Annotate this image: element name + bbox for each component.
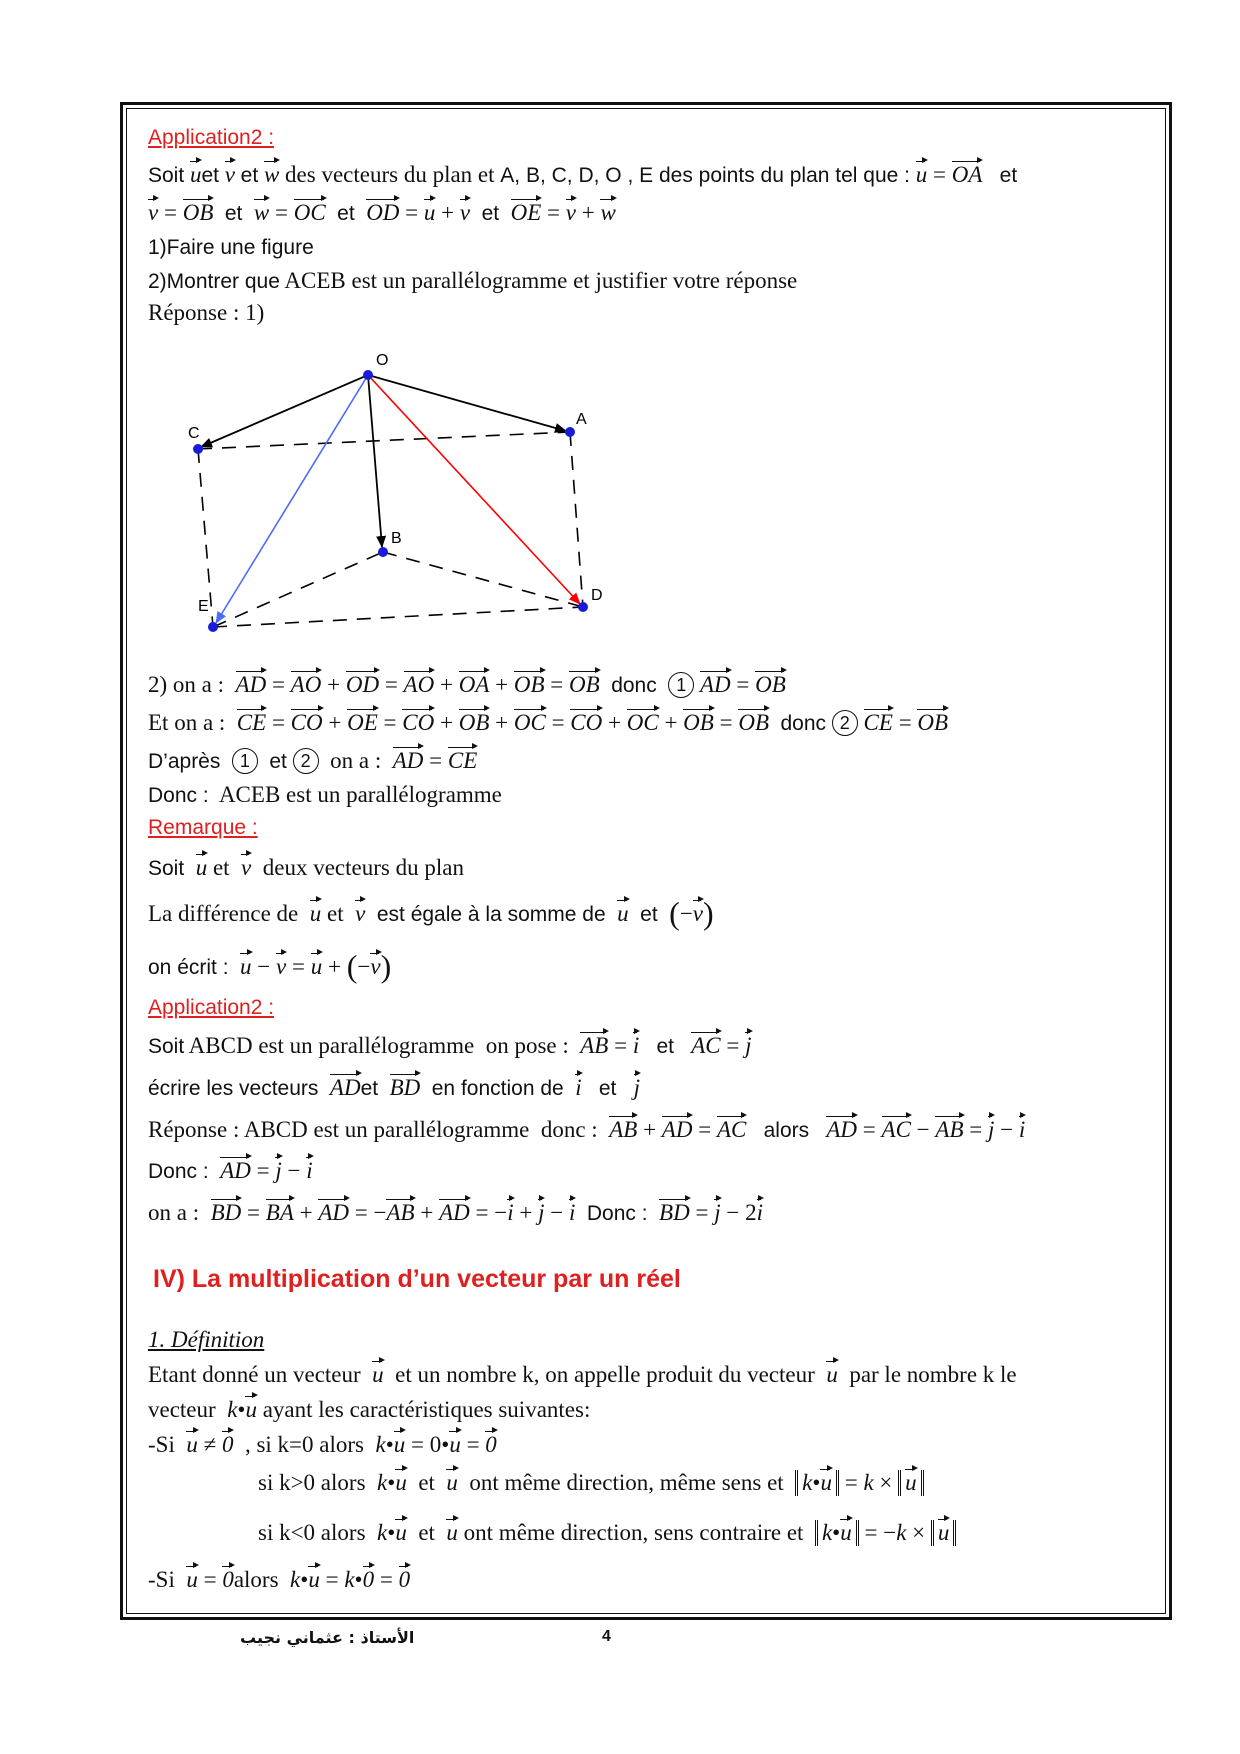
app2-line3: Réponse : ABCD est un parallélogramme donc : AB + AD = AC alors AD = AC − AB = j − i <box>148 1117 1026 1142</box>
remarque-line1: Soit u et v deux vecteurs du plan <box>148 855 464 880</box>
footer-teacher: الأستاذ : عثماني نجيب <box>240 1628 415 1647</box>
point-D <box>578 602 588 612</box>
definition-title: 1. Définition <box>148 1327 265 1352</box>
label-D: D <box>591 587 603 604</box>
label-B: B <box>391 530 402 547</box>
app2-line1: Soit ABCD est un parallélogramme on pose : AB = i et AC = j <box>148 1033 752 1058</box>
app2-line5: on a : BD = BA + AD = −AB + AD = −i + j − i Donc : BD = j − 2i <box>148 1200 763 1225</box>
label-C: C <box>188 425 200 442</box>
proof-line1: 2) on a : AD = AO + OD = AO + OA + OB = OB donc 1 AD = OB <box>148 672 786 697</box>
remarque-line2: La différence de u et v est égale à la somme de u et (−v) <box>148 895 714 931</box>
point-E <box>208 622 218 632</box>
remarque-title: Remarque : <box>148 816 258 839</box>
condition-4: -Si u = 0alors k•u = k•0 = 0 <box>148 1567 411 1592</box>
vector-OB <box>368 375 382 547</box>
application-title: Application2 : <box>148 126 275 149</box>
app2-line4: Donc : AD = j − i <box>148 1158 313 1183</box>
geometry-figure <box>150 345 620 645</box>
point-A <box>565 427 575 437</box>
point-B <box>378 547 388 557</box>
label-A: A <box>576 411 587 428</box>
vector-OC <box>201 375 368 447</box>
vector-OA <box>368 375 566 431</box>
vector-OE <box>216 375 368 623</box>
section-heading: IV) La multiplication d’un vecteur par un réel <box>153 1265 681 1293</box>
dashed-ED <box>213 607 583 627</box>
point-C <box>193 444 203 454</box>
condition-2: si k>0 alors k•u et u ont même direction, même sens et k•u = k × u <box>258 1470 924 1496</box>
app1-line2: v = OB et w = OC et OD = u + v et OE = v + w <box>148 200 616 225</box>
question-1: 1)Faire une figure <box>148 236 314 259</box>
remarque-line3: on écrit : u − v = u + (−v) <box>148 948 392 984</box>
page-number: 4 <box>602 1628 611 1645</box>
application2-title: Application2 : <box>148 996 275 1019</box>
definition-line2: vecteur k•u ayant les caractéristiques suivantes: <box>148 1397 591 1422</box>
app1-line1: Soit uet v et w des vecteurs du plan et A, B, C, D, O , E des points du plan tel que : u = OA et <box>148 162 1018 187</box>
vector-OD <box>368 375 580 604</box>
point-O <box>363 370 373 380</box>
dashed-EB <box>213 552 383 627</box>
dashed-BD <box>383 552 583 607</box>
app2-line2: écrire les vecteurs ADet BD en fonction de i et j <box>148 1075 640 1100</box>
proof-line4: Donc : ACEB est un parallélogramme <box>148 782 502 807</box>
condition-3: si k<0 alors k•u et u ont même direction, sens contraire et k•u = −k × u <box>258 1520 956 1546</box>
label-O: O <box>376 352 389 369</box>
response-label: Réponse : 1) <box>148 300 265 325</box>
dashed-AD <box>570 432 583 607</box>
question-2: 2)Montrer que ACEB est un parallélogramme et justifier votre réponse <box>148 268 798 293</box>
proof-line3: D’après 1 et 2 on a : AD = CE <box>148 748 478 773</box>
definition-line1: Etant donné un vecteur u et un nombre k, on appelle produit du vecteur u par le nombre k le <box>148 1362 1017 1387</box>
dashed-CA <box>198 432 570 449</box>
proof-line2: Et on a : CE = CO + OE = CO + OB + OC = CO + OC + OB = OB donc 2 CE = OB <box>148 710 949 735</box>
label-E: E <box>198 598 209 615</box>
condition-1: -Si u ≠ 0 , si k=0 alors k•u = 0•u = 0 <box>148 1432 497 1457</box>
